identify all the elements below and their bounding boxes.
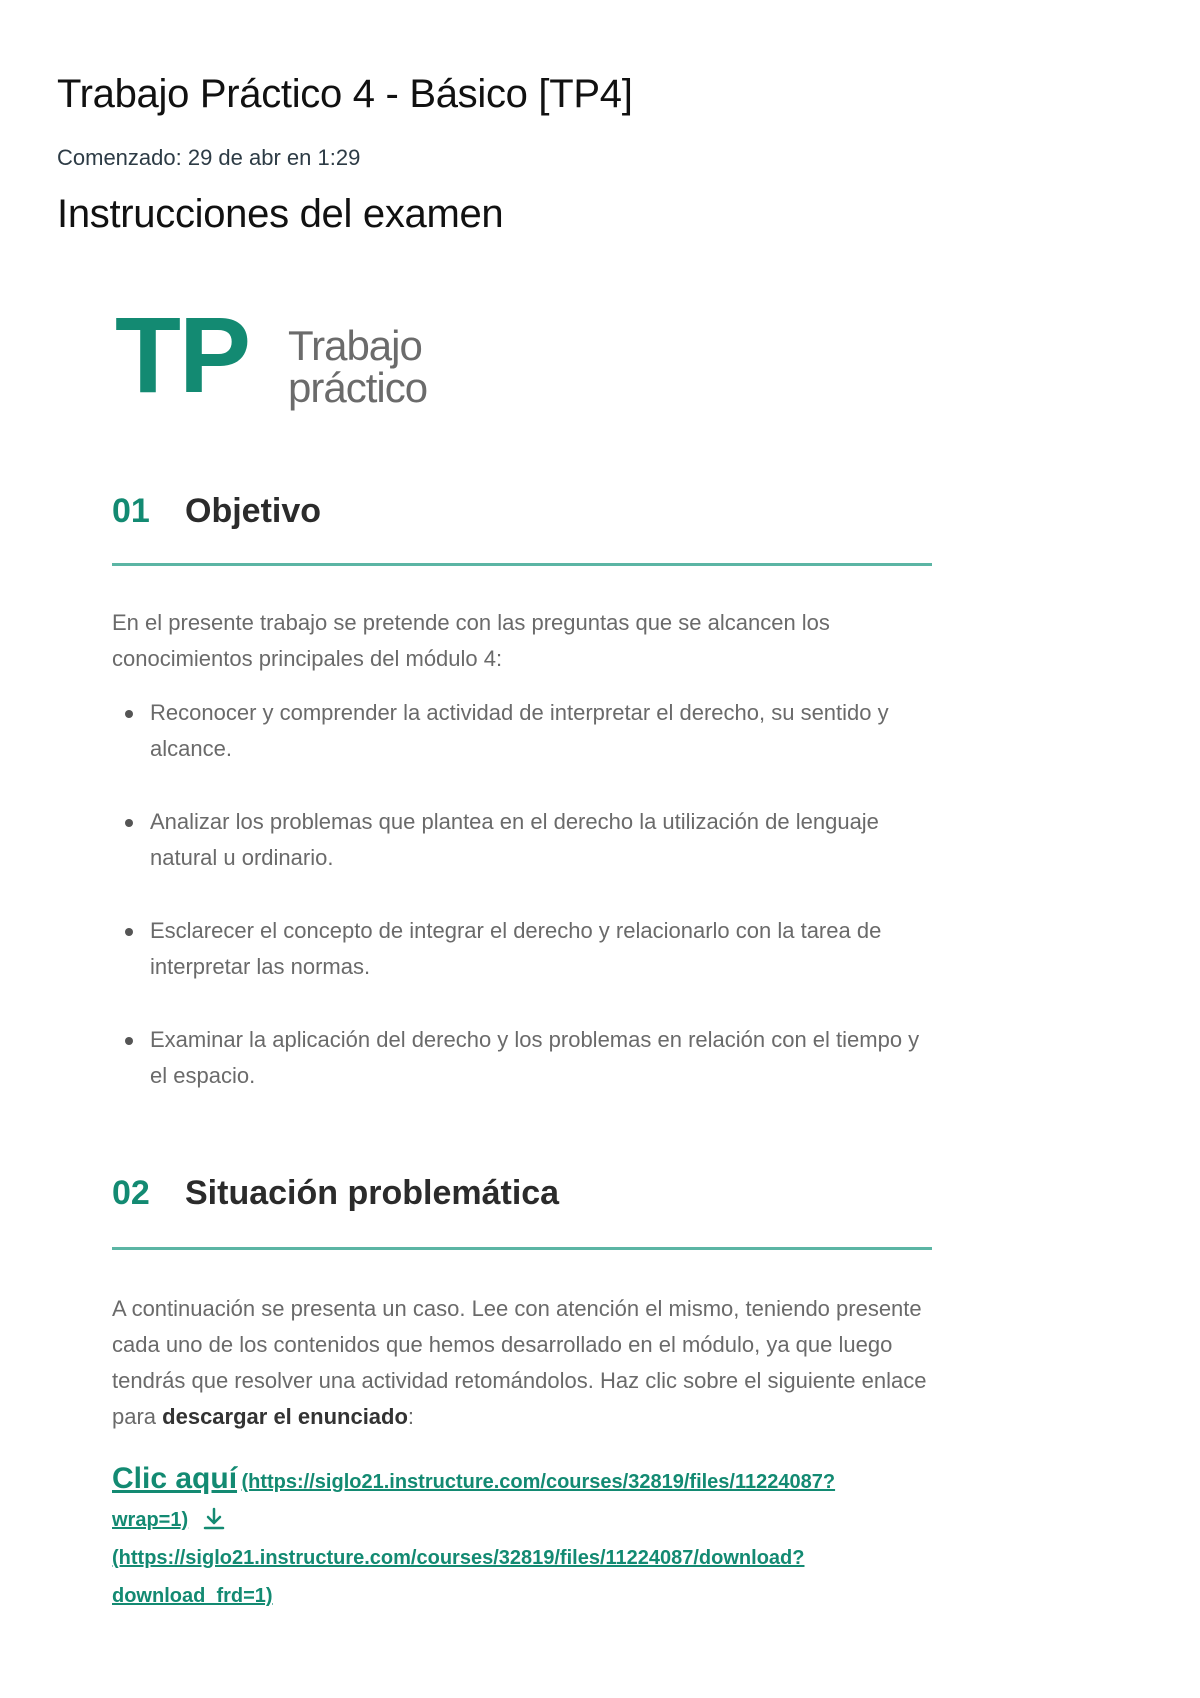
file-link-url-cont[interactable]: wrap=1) [112, 1509, 189, 1531]
tp-logo-text [288, 322, 428, 411]
download-link-url-cont[interactable]: download_frd=1) [112, 1585, 273, 1607]
section-title: Situación problemática [185, 1174, 560, 1212]
started-timestamp: Comenzado: 29 de abr en 1:29 [57, 145, 361, 170]
situation-paragraph [112, 1291, 942, 1435]
list-item [112, 804, 942, 876]
section-divider [112, 1247, 932, 1250]
download-link-url[interactable]: (https://siglo21.instructure.com/courses/32819/files/11224087/download? [112, 1547, 805, 1569]
list-item-text: Analizar los problemas que plantea en el derecho la utilización de lenguaje natural u ordinario. [150, 809, 879, 870]
list-item-text: Reconocer y comprender la actividad de interpretar el derecho, su sentido y alcance. [150, 700, 889, 761]
click-instruction-prefix: Haz clic sobre el siguiente enlace para [112, 1368, 927, 1429]
tp-logo [115, 294, 455, 415]
list-item-text: Esclarecer el concepto de integrar el derecho y relacionarlo con la tarea de interpretar las normas. [150, 918, 882, 979]
click-instruction-suffix: : [407, 1404, 415, 1429]
bullet-dot-icon [125, 928, 133, 936]
section-number: 02 [112, 1174, 150, 1212]
quiz-title: Trabajo Práctico 4 - Básico [TP4] [57, 72, 633, 116]
instructions-heading: Instrucciones del examen [57, 192, 504, 236]
objective-list [112, 695, 942, 1131]
bullet-dot-icon [125, 819, 133, 827]
download-links [112, 1462, 942, 1615]
list-item [112, 1022, 942, 1094]
tp-logo-mark: TP [115, 294, 250, 415]
tp-logo-line1: Trabajo [288, 322, 422, 369]
section-objetivo-header [112, 492, 932, 532]
list-item-text: Examinar la aplicación del derecho y los problemas en relación con el tiempo y el espacio. [150, 1027, 920, 1088]
situation-text: A continuación se presenta un caso. Lee con atención el mismo, teniendo presente cada uno de los contenidos que hemos desarrollado en el módulo, ya que luego tendrás que resolver una actividad retomándolos. [112, 1296, 922, 1393]
tp-logo-line2: práctico [288, 364, 428, 411]
download-icon[interactable] [201, 1506, 227, 1537]
section-divider [112, 563, 932, 566]
list-item [112, 695, 942, 767]
bullet-dot-icon [125, 710, 133, 718]
click-instruction-bold: descargar el enunciado [162, 1404, 408, 1429]
list-item [112, 913, 942, 985]
section-title: Objetivo [185, 492, 322, 530]
section-number: 01 [112, 492, 150, 530]
section-situacion-header [112, 1174, 932, 1214]
file-link-url[interactable]: (https://siglo21.instructure.com/courses/32819/files/11224087? [241, 1471, 836, 1493]
objective-intro: En el presente trabajo se pretende con las preguntas que se alcancen los conocimientos principales del módulo 4: [112, 610, 830, 671]
bullet-dot-icon [125, 1037, 133, 1045]
clic-aqui-link[interactable]: Clic aquí [112, 1462, 238, 1495]
